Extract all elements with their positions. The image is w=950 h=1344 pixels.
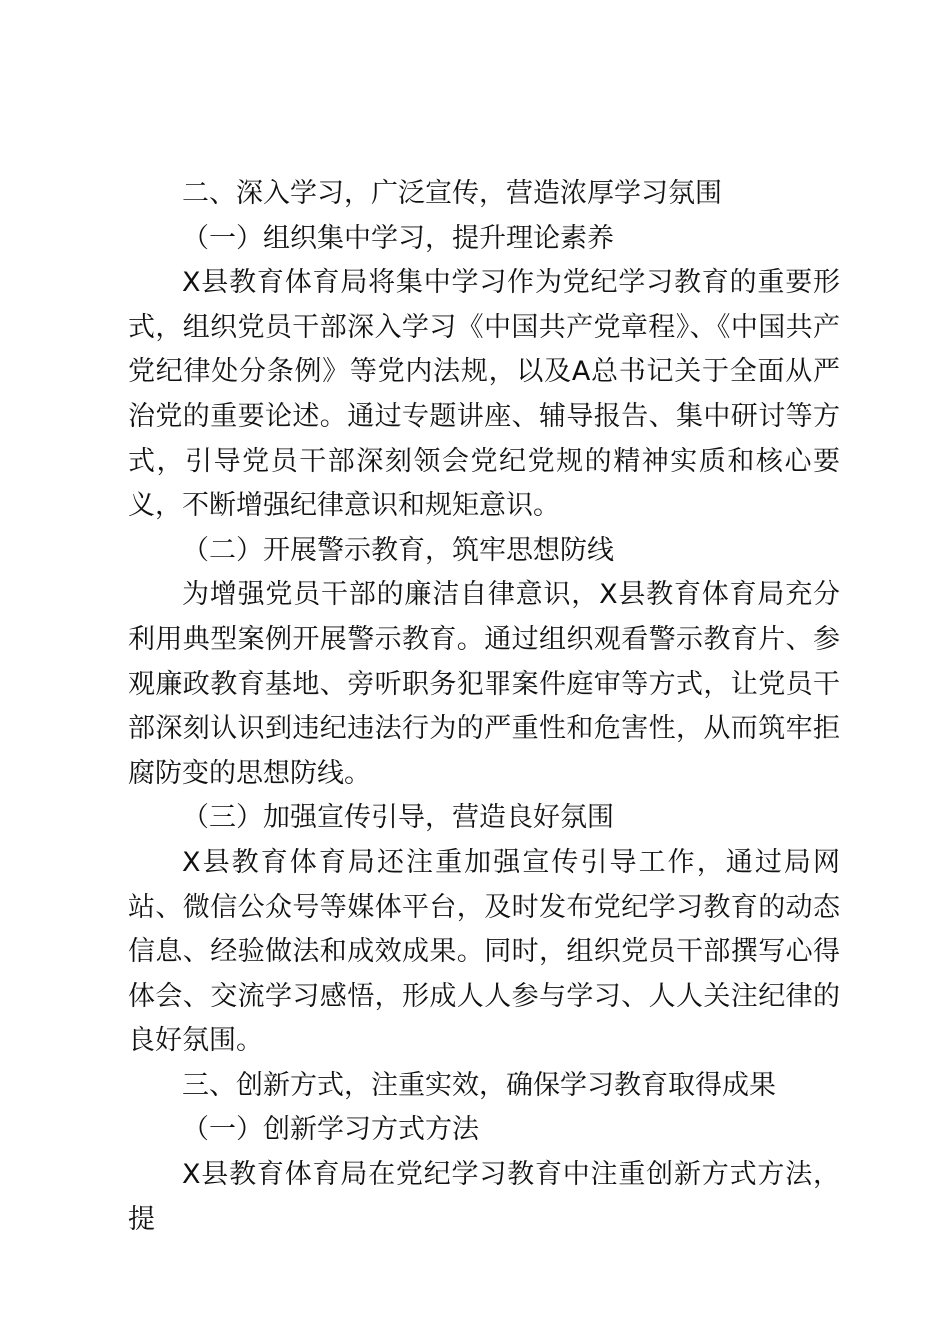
paragraph-2-1: X县教育体育局将集中学习作为党纪学习教育的重要形式，组织党员干部深入学习《中国共产党章程》、《中国共产党纪律处分条例》等党内法规，以及A总书记关于全面从严治党的重要论述。通过专题讲座、辅导报告、集中研讨等方式，引导党员干部深刻领会党纪党规的精神实质和核心要义，不断增强纪律意识和规矩意识。 [128,267,840,522]
section-heading-2: 二、深入学习，广泛宣传，营造浓厚学习氛围 [182,178,722,209]
subsection-heading-3-1: （一）创新学习方式方法 [182,1114,479,1146]
subsection-heading-2-3: （三）加强宣传引导，营造良好氛围 [182,802,614,834]
paragraph-2-3: X县教育体育局还注重加强宣传引导工作，通过局网站、微信公众号等媒体平台，及时发布党纪学习教育的动态信息、经验做法和成效成果。同时，组织党员干部撰写心得体会、交流学习感悟，形成人人参与学习、人人关注纪律的良好氛围。 [128,846,840,1057]
paragraph-2-2: 为增强党员干部的廉洁自律意识，X县教育体育局充分利用典型案例开展警示教育。通过组织观看警示教育片、参观廉政教育基地、旁听职务犯罪案件庭审等方式，让党员干部深刻认识到违纪违法行为的严重性和危害性，从而筑牢拒腐防变的思想防线。 [128,579,840,789]
subsection-heading-2-1: （一）组织集中学习，提升理论素养 [182,222,614,254]
paragraph-3-1: X县教育体育局在党纪学习教育中注重创新方式方法，提 [128,1159,840,1235]
section-heading-3: 三、创新方式，注重实效，确保学习教育取得成果 [182,1069,776,1101]
document-body [128,172,840,1242]
subsection-heading-2-2: （二）开展警示教育，筑牢思想防线 [182,534,614,566]
